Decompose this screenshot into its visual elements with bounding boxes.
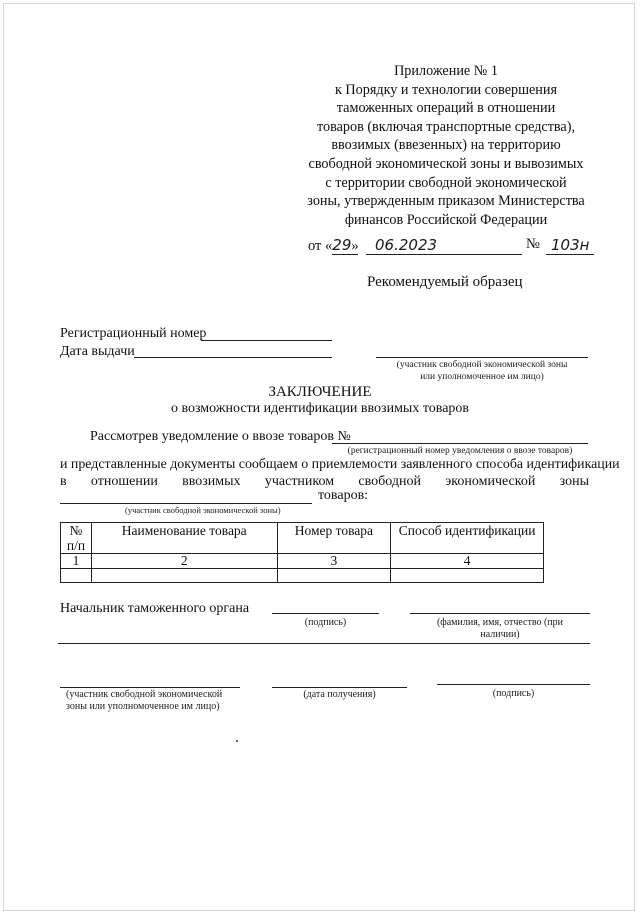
issue-date-label: Дата выдачи xyxy=(60,344,135,359)
header-cell-method: Способ идентификации xyxy=(391,523,544,554)
appendix-line: свободной экономической зоны и вывозимых xyxy=(308,155,584,172)
appendix-line: товаров (включая транспортные средства), xyxy=(316,118,576,135)
table-cell[interactable] xyxy=(91,569,277,583)
head-signature-field[interactable] xyxy=(272,613,379,614)
body-line-3-word: свободной xyxy=(358,474,421,489)
participant-signature-caption: (подпись) xyxy=(492,688,535,699)
appendix-line: таможенных операций в отношении xyxy=(336,100,556,117)
column-number-1: 1 xyxy=(61,554,92,569)
appendix-line: зоны, утвержденным приказом Министерства xyxy=(307,193,585,210)
head-fio-caption-2: наличии) xyxy=(480,629,520,640)
table-row xyxy=(61,569,544,583)
table-header-row xyxy=(61,523,544,554)
header-cell-number: № п/п xyxy=(61,523,92,554)
section-separator xyxy=(58,643,590,644)
body-line-3-word: отношении xyxy=(90,474,158,489)
order-date-underline xyxy=(366,254,522,255)
registration-number-field[interactable] xyxy=(201,340,332,341)
header-cell-goods-number: Номер товара xyxy=(277,523,391,554)
goods-table xyxy=(60,522,544,583)
order-month-year: 06.2023 xyxy=(375,236,438,254)
column-number-3: 3 xyxy=(277,554,391,569)
goods-word: товаров: xyxy=(318,488,369,503)
body-line-3-word: зоны xyxy=(559,474,589,489)
order-line xyxy=(308,236,359,255)
participant-caption-2: или уполномоченное им лицо) xyxy=(420,372,544,382)
body-line-3-word: ввозимых xyxy=(182,474,241,489)
head-fio-caption-1: (фамилия, имя, отчество (при xyxy=(436,617,564,628)
participant-field[interactable] xyxy=(376,357,588,358)
header-cell-name: Наименование товара xyxy=(91,523,277,554)
order-number-underline xyxy=(546,254,594,255)
table-cell[interactable] xyxy=(277,569,391,583)
appendix-line: с территории свободной экономической xyxy=(325,174,567,191)
issue-date-field[interactable] xyxy=(134,357,332,358)
head-signature-caption: (подпись) xyxy=(304,617,347,628)
order-day: 29 xyxy=(332,236,352,254)
appendix-line: Приложение № 1 xyxy=(394,63,498,79)
document-subtitle: о возможности идентификации ввозимых товаров xyxy=(170,401,470,416)
body-line-2: и представленные документы сообщаем о приемлемости заявленного способа идентификации xyxy=(60,457,620,472)
participant-name-caption: (участник свободной экономической зоны) xyxy=(125,505,281,515)
customs-head-label: Начальник таможенного органа xyxy=(60,601,250,616)
order-day-close: » xyxy=(351,238,359,254)
notice-number-caption: (регистрационный номер уведомления о ввозе товаров) xyxy=(347,446,573,456)
participant-sign-field[interactable] xyxy=(60,687,240,688)
scan-speck xyxy=(236,740,238,742)
appendix-header xyxy=(296,62,596,229)
order-number: 103н xyxy=(551,236,590,254)
table-cell[interactable] xyxy=(391,569,544,583)
notice-text: Рассмотрев уведомление о ввозе товаров № xyxy=(90,429,351,444)
order-day-underline xyxy=(332,254,358,255)
table-numbering-row xyxy=(61,554,544,569)
receipt-date-field[interactable] xyxy=(272,687,407,688)
order-number-label: № xyxy=(526,236,540,252)
order-date-prefix: от « xyxy=(308,238,333,254)
participant-signature-field[interactable] xyxy=(437,684,590,685)
participant-name-field[interactable] xyxy=(60,503,312,504)
sample-label: Рекомендуемый образец xyxy=(367,274,523,290)
receipt-date-caption: (дата получения) xyxy=(303,689,376,700)
column-number-4: 4 xyxy=(391,554,544,569)
appendix-line: финансов Российской Федерации xyxy=(344,211,548,228)
head-fio-field[interactable] xyxy=(410,613,590,614)
appendix-line: к Порядку и технологии совершения xyxy=(334,81,558,98)
appendix-line: ввозимых (ввезенных) на территорию xyxy=(331,137,561,154)
participant-caption-1: (участник свободной экономической зоны xyxy=(396,360,568,370)
body-line-3-word: в xyxy=(60,474,67,489)
body-line-3-word: участником xyxy=(264,474,335,489)
notice-number-field[interactable] xyxy=(332,443,588,444)
body-line-3-word: экономической xyxy=(445,474,536,489)
participant-sign-caption-1: (участник свободной экономической xyxy=(66,689,223,700)
participant-sign-caption-2: зоны или уполномоченное им лицо) xyxy=(66,701,220,712)
registration-number-label: Регистрационный номер xyxy=(60,326,207,341)
column-number-2: 2 xyxy=(91,554,277,569)
table-cell[interactable] xyxy=(61,569,92,583)
document-title: ЗАКЛЮЧЕНИЕ xyxy=(268,384,372,400)
